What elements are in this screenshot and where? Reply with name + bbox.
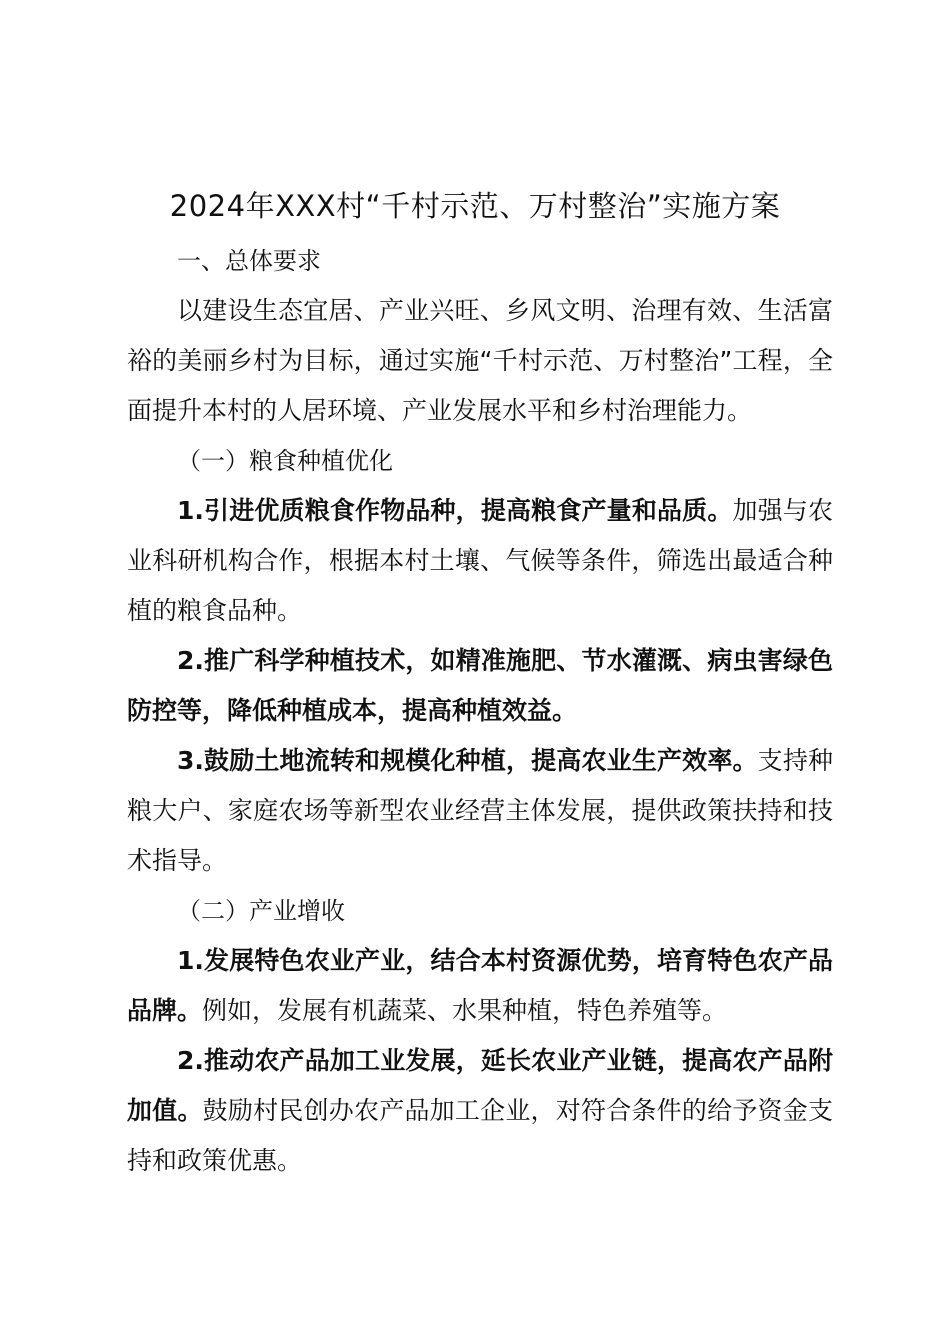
- paragraph-grain-1: [127, 486, 833, 636]
- paragraph-overall: 以建设生态宜居、产业兴旺、乡风文明、治理有效、生活富裕的美丽乡村为目标，通过实施“千村示范、万村整治”工程，全面提升本村的人居环境、产业发展水平和乡村治理能力。: [127, 296, 833, 425]
- paragraph-grain-2: [127, 636, 833, 736]
- paragraph-grain-3: [127, 736, 833, 886]
- paragraph-grain-1-body: 加强与农业科研机构合作，根据本村土壤、气候等条件，筛选出最适合种植的粮食品种。: [127, 496, 833, 625]
- document-title: 2024年XXX村“千村示范、万村整治”实施方案: [169, 189, 781, 223]
- section-heading-industry: （二）产业增收: [177, 897, 345, 925]
- paragraph-industry-2-lead: 2.推动农产品加工业发展，延长农业产业链，提高农产品附加值。: [127, 1046, 833, 1125]
- paragraph-grain-3-lead: 3.鼓励土地流转和规模化种植，提高农业生产效率。: [177, 746, 758, 775]
- paragraph-grain-2-lead: 2.推广科学种植技术，如精准施肥、节水灌溉、病虫害绿色防控等，降低种植成本，提高种植效益。: [127, 646, 833, 725]
- document-body: [127, 236, 833, 1186]
- section-heading-grain: （一）粮食种植优化: [177, 447, 393, 475]
- paragraph-grain-3-body: 支持种粮大户、家庭农场等新型农业经营主体发展，提供政策扶持和技术指导。: [127, 746, 833, 875]
- paragraph-industry-2: [127, 1036, 833, 1186]
- section-heading-overall: 一、总体要求: [177, 247, 321, 275]
- paragraph-industry-1-body: 例如，发展有机蔬菜、水果种植，特色养殖等。: [202, 996, 728, 1025]
- paragraph-industry-1-lead: 1.发展特色农业产业，结合本村资源优势，培育特色农产品品牌。: [127, 946, 833, 1025]
- paragraph-grain-1-lead: 1.引进优质粮食作物品种，提高粮食产量和品质。: [177, 496, 733, 525]
- paragraph-industry-2-body: 鼓励村民创办农产品加工企业，对符合条件的给予资金支持和政策优惠。: [127, 1096, 833, 1175]
- paragraph-industry-1: [127, 936, 833, 1036]
